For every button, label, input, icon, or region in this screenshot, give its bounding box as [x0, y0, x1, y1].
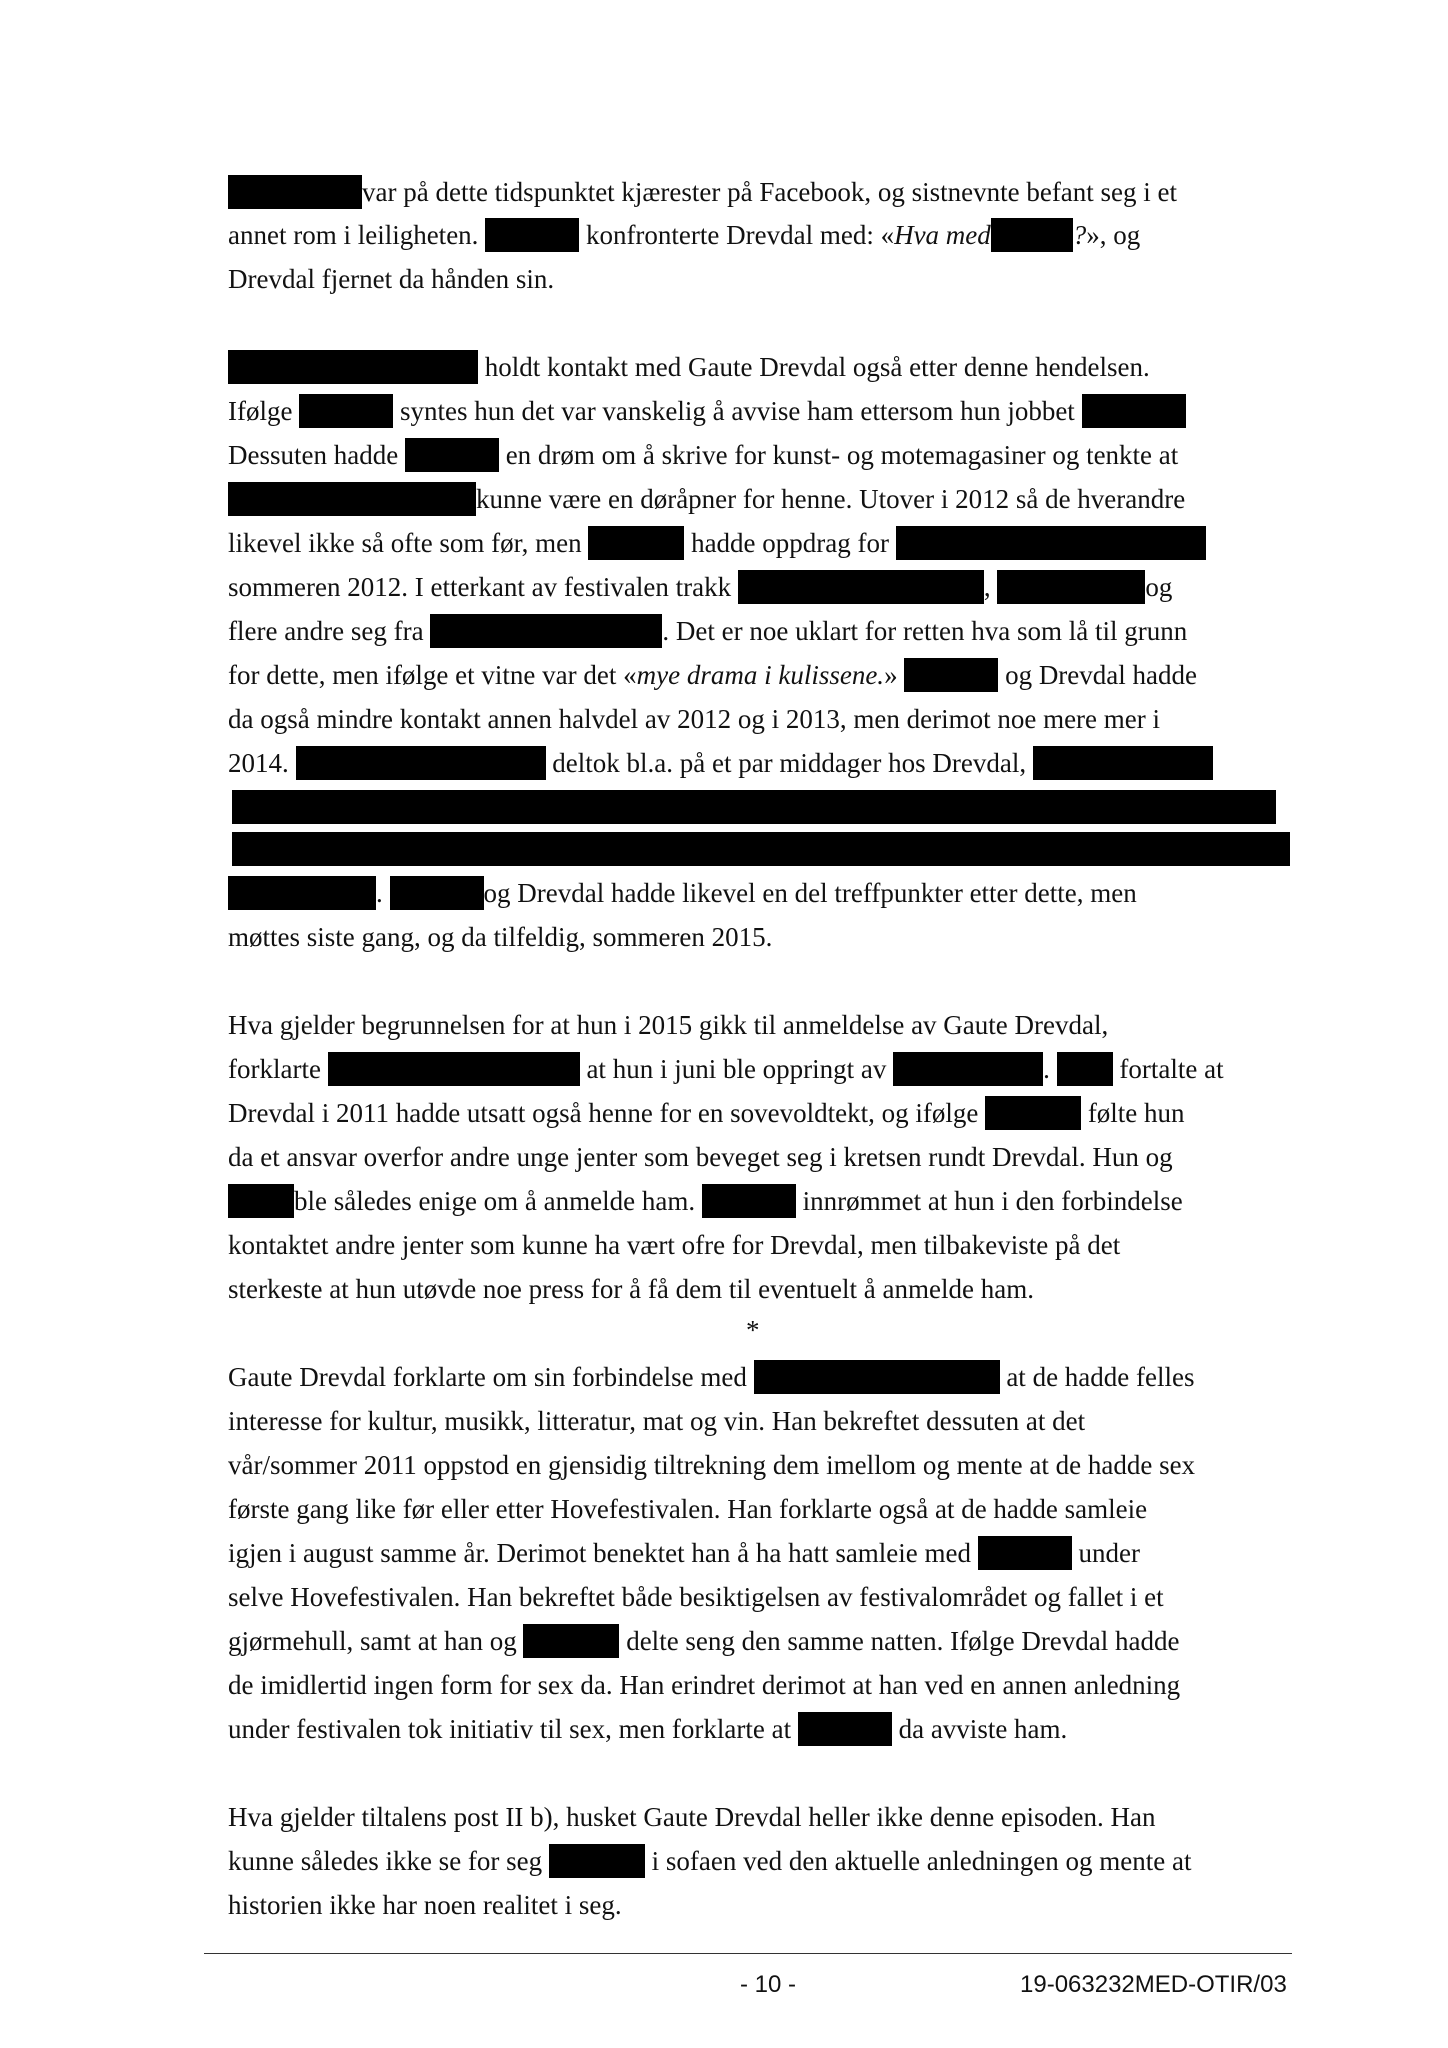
redaction-box — [232, 832, 1290, 866]
p2-line-14: møttes siste gang, og da tilfeldig, sommeren 2015. — [228, 922, 773, 952]
p5-line-1: Hva gjelder tiltalens post II b), husket Gaute Drevdal heller ikke denne episoden. Han — [228, 1802, 1156, 1832]
p5-line-3: historien ikke har noen realitet i seg. — [228, 1890, 622, 1920]
redaction-box — [588, 526, 684, 560]
redaction-box — [228, 350, 478, 384]
p5-line-2: kunne således ikke se for seg i sofaen ved den aktuelle anledningen og mente at — [228, 1846, 1192, 1876]
p2-line-4: kunne være en døråpner for henne. Utover i 2012 så de hverandre — [228, 479, 1185, 519]
redaction-box — [523, 1624, 619, 1658]
redaction-box — [549, 1844, 645, 1878]
p4-line-4: første gang like før eller etter Hovefestivalen. Han forklarte også at de hadde samleie — [228, 1494, 1148, 1524]
redaction-box — [228, 876, 376, 910]
redaction-box — [1033, 746, 1213, 780]
p3-line-4: da et ansvar overfor andre unge jenter som beveget seg i kretsen rundt Drevdal. Hun og — [228, 1142, 1173, 1172]
redaction-box — [893, 1052, 1043, 1086]
p3-line-3: Drevdal i 2011 hadde utsatt også henne for en sovevoldtekt, og ifølge følte hun — [228, 1098, 1185, 1128]
redaction-box — [904, 658, 998, 692]
p4-line-2: interesse for kultur, musikk, litteratur, mat og vin. Han bekreftet dessuten at det — [228, 1406, 1086, 1436]
redaction-box — [997, 570, 1145, 604]
p3-line-7: sterkeste at hun utøvde noe press for å få dem til eventuelt å anmelde ham. — [228, 1274, 1034, 1304]
footer-rule — [204, 1953, 1292, 1954]
p4-line-7: gjørmehull, samt at han og delte seng den samme natten. Ifølge Drevdal hadde — [228, 1626, 1180, 1656]
p1-line-2: annet rom i leiligheten. konfronterte Drevdal med: «Hva med ?», og — [228, 220, 1141, 250]
p2-line-12 — [232, 829, 1290, 869]
p2-line-10: 2014. deltok bl.a. på et par middager hos Drevdal, — [228, 743, 1213, 783]
redaction-box — [390, 876, 484, 910]
redaction-box — [1082, 394, 1186, 428]
case-number: 19-063232MED-OTIR/03 — [1020, 1971, 1287, 1998]
p2-line-8: for dette, men ifølge et vitne var det «mye drama i kulissene.» og Drevdal hadde — [228, 660, 1197, 690]
redaction-box — [754, 1360, 1000, 1394]
section-separator: * — [746, 1315, 760, 1345]
p3-line-6: kontaktet andre jenter som kunne ha vært ofre for Drevdal, men tilbakeviste på det — [228, 1230, 1121, 1260]
p4-line-8: de imidlertid ingen form for sex da. Han erindret derimot at han ved en annen anledning — [228, 1670, 1181, 1700]
redaction-box — [985, 1096, 1081, 1130]
redaction-box — [991, 218, 1073, 252]
redaction-box — [328, 1052, 580, 1086]
redaction-box — [405, 438, 499, 472]
p2-line-5: likevel ikke så ofte som før, men hadde oppdrag for — [228, 523, 1206, 563]
redaction-box — [228, 1184, 294, 1218]
p2-line-7: flere andre seg fra . Det er noe uklart for retten hva som lå til grunn — [228, 616, 1188, 646]
p3-line-5: ble således enige om å anmelde ham. innrømmet at hun i den forbindelse — [228, 1181, 1183, 1221]
p2-line-13: . og Drevdal hadde likevel en del treffpunkter etter dette, men — [228, 873, 1137, 913]
p1-line-3: Drevdal fjernet da hånden sin. — [228, 264, 555, 294]
p4-line-9: under festivalen tok initiativ til sex, men forklarte at da avviste ham. — [228, 1714, 1068, 1744]
redaction-box — [430, 614, 662, 648]
p4-line-1: Gaute Drevdal forklarte om sin forbindelse med at de hadde felles — [228, 1362, 1195, 1392]
p2-line-2: Ifølge syntes hun det var vanskelig å avvise ham ettersom hun jobbet — [228, 391, 1186, 431]
redaction-box — [702, 1184, 796, 1218]
p4-line-6: selve Hovefestivalen. Han bekreftet både besiktigelsen av festivalområdet og fallet i et — [228, 1582, 1164, 1612]
p2-line-6: sommeren 2012. I etterkant av festivalen trakk , og — [228, 572, 1173, 602]
redaction-box — [738, 570, 984, 604]
p1-line-1: var på dette tidspunktet kjærester på Facebook, og sistnevnte befant seg i et — [228, 172, 1177, 212]
p2-line-1: holdt kontakt med Gaute Drevdal også etter denne hendelsen. — [228, 347, 1150, 387]
redaction-box — [485, 218, 579, 252]
redaction-box — [228, 175, 362, 209]
redaction-box — [296, 746, 546, 780]
p2-line-9: da også mindre kontakt annen halvdel av 2012 og i 2013, men derimot noe mere mer i — [228, 704, 1161, 734]
p3-line-1: Hva gjelder begrunnelsen for at hun i 2015 gikk til anmeldelse av Gaute Drevdal, — [228, 1010, 1109, 1040]
p4-line-3: vår/sommer 2011 oppstod en gjensidig tiltrekning dem imellom og mente at de hadde sex — [228, 1450, 1196, 1480]
redaction-box — [1057, 1052, 1113, 1086]
redaction-box — [228, 482, 476, 516]
p3-line-2: forklarte at hun i juni ble oppringt av . fortalte at — [228, 1054, 1224, 1084]
redaction-box — [978, 1536, 1072, 1570]
page-number: - 10 - — [740, 1971, 797, 1998]
p2-line-11 — [232, 787, 1276, 827]
p4-line-5: igjen i august samme år. Derimot benektet han å ha hatt samleie med under — [228, 1538, 1140, 1568]
redaction-box — [798, 1712, 892, 1746]
p2-line-3: Dessuten hadde en drøm om å skrive for kunst- og motemagasiner og tenkte at — [228, 440, 1179, 470]
redaction-box — [232, 790, 1276, 824]
redaction-box — [896, 526, 1206, 560]
redaction-box — [299, 394, 393, 428]
